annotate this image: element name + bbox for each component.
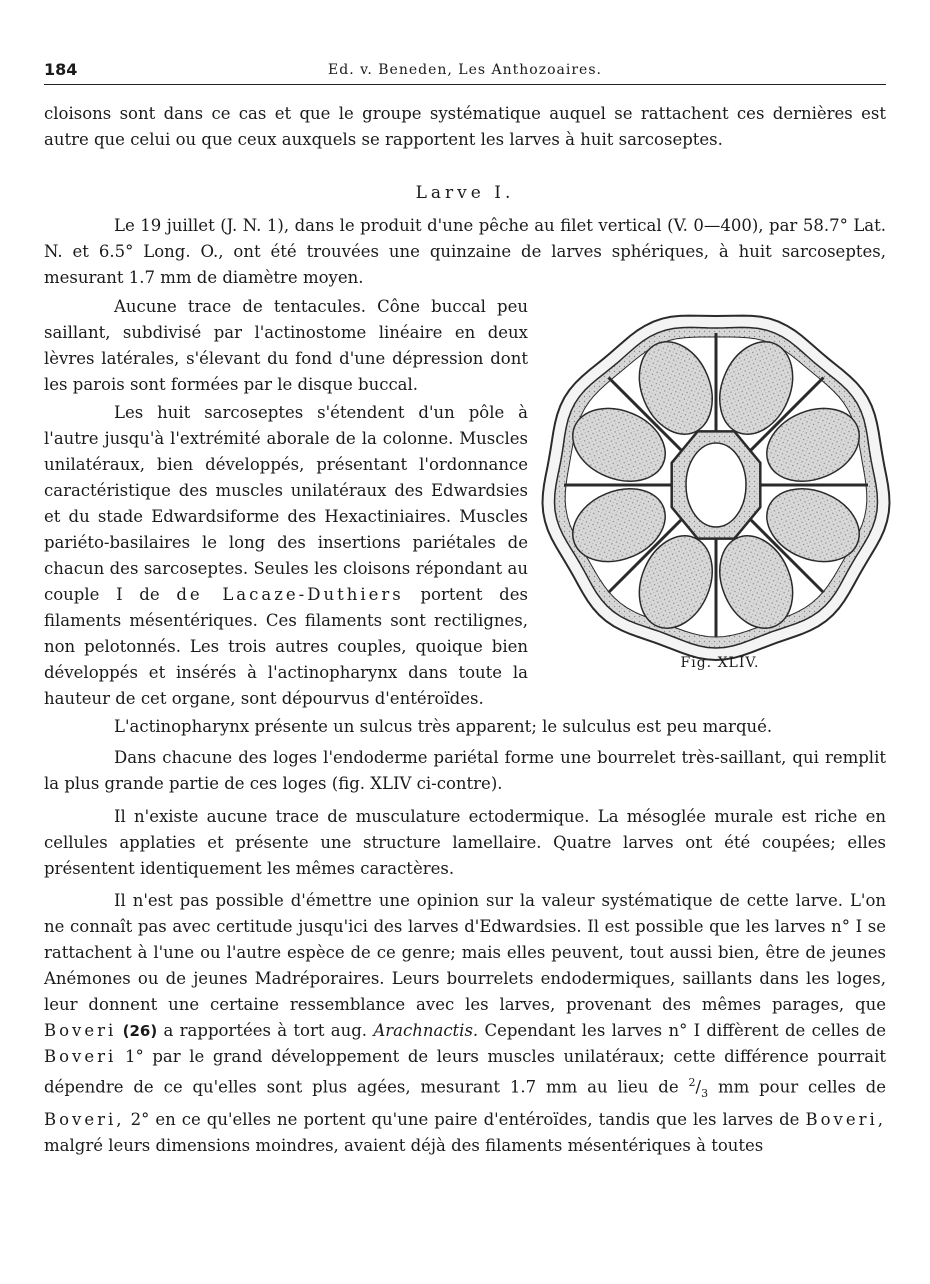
author-boveri-2: Boveri <box>44 1047 117 1066</box>
author-boveri-4: Boveri, <box>805 1109 886 1129</box>
author-boveri-3: Boveri, <box>44 1109 125 1129</box>
larva-cross-section-drawing <box>538 300 895 670</box>
para-2-text: Aucune trace de tentacules. Cône buccal peu saillant, subdivisé par l'actinostome linéaire en deux lèvres latérales, s'élevant du fond d'une dépression dont les parois sont formées par le disque buccal. <box>44 297 528 394</box>
author-lacaze-duthiers: de Lacaze-Duthiers <box>176 585 404 604</box>
para-5-text: Dans chacune des loges l'endoderme pariétal forme une bourrelet très-saillant, qui remplit la plus grande partie de ces loges (fig. XLIV ci-contre). <box>44 748 886 793</box>
para-7-e: mm pour celles de <box>708 1077 886 1097</box>
genus-arachnactis: Arachnactis. <box>373 1021 479 1040</box>
figure-xliv <box>538 300 895 670</box>
paragraph-4 <box>44 714 886 740</box>
para-7-d: 1° par le grand développement de leurs muscles unilatéraux; cette différence pourrait dépendre de ce qu'elles sont plus agées, mesurant 1.7 mm au lieu de <box>44 1047 886 1097</box>
paragraph-2 <box>44 294 528 398</box>
para-3-b: portent des filaments mésentériques. Ces filaments sont rectilignes, non pelotonnés. Les trois autres couples, quoique bien développés et insérés à l'actinopharynx dans toute la hauteur de cet organe, sont dépourvus d'entéroïdes. <box>44 585 528 708</box>
paragraph-5 <box>44 745 886 797</box>
paragraph-7 <box>44 888 886 1159</box>
para-7-f: 2° en ce qu'elles ne portent qu'une paire d'entéroïdes, tandis que les larves de <box>124 1109 806 1129</box>
running-head: Ed. v. Beneden, Les Anthozoaires. <box>328 62 602 78</box>
para-1-text: Le 19 juillet (J. N. 1), dans le produit d'une pêche au filet vertical (V. 0—400), par 58.7° Lat. N. et 6.5° Long. O., ont été trouvées une quinzaine de larves sphériques, à huit sarcoseptes, mesurant 1.7 mm de diamètre moyen. <box>44 216 886 287</box>
reference-26: (26) <box>122 1022 158 1040</box>
intro-text: cloisons sont dans ce cas et que le groupe systématique auquel se rattachent ces dernières est autre que celui ou que ceux auxquels se rapportent les larves à huit sarcoseptes. <box>44 104 886 149</box>
para-3-a: Les huit sarcoseptes s'étendent d'un pôle à l'autre jusqu'à l'extrémité aborale de la colonne. Muscles unilatéraux, bien développés, présentant l'ordonnance caractéristique des muscles unilatéraux des Edwardsies et du stade Edwardsiforme des Hexactiniaires. Muscles pariéto-basilaires le long des insertions pariétales de chacun des sarcoseptes. Seules les cloisons répondant au couple I de <box>44 403 528 604</box>
fraction-numerator: 2 <box>688 1076 696 1089</box>
para-4-text: L'actinopharynx présente un sulcus très apparent; le sulculus est peu marqué. <box>114 717 773 736</box>
pharynx-lumen <box>686 443 746 527</box>
para-7-a: Il n'est pas possible d'émettre une opinion sur la valeur systématique de cette larve. L'on ne connaît pas avec certitude jusqu'ici des larves d'Edwardsies. Il est possible que les larves n° I se rattachent à l'une ou l'autre espèce de ce genre; mais elles peuvent, tout aussi bien, être de jeunes Anémones ou de jeunes Madréporaires. Leurs bourrelets endodermiques, saillants dans les loges, leur donnent une certaine ressemblance avec les larves, provenant des mêmes parages, que <box>44 891 886 1014</box>
para-6-text: Il n'existe aucune trace de musculature ectodermique. La mésoglée murale est riche en cellules applaties et présente une structure lamellaire. Quatre larves ont été coupées; elles présentent identiquement les mêmes caractères. <box>44 807 886 878</box>
paragraph-6 <box>44 804 886 882</box>
section-title: Larve I. <box>415 183 515 203</box>
para-7-g: malgré leurs dimensions moindres, avaient déjà des filaments mésentériques à toutes <box>44 1135 764 1155</box>
paragraph-3 <box>44 400 528 712</box>
para-3-text <box>44 400 528 712</box>
page-header <box>44 60 886 85</box>
para-7-b: a rapportées à tort aug. <box>157 1021 374 1040</box>
paragraph-1 <box>44 213 886 291</box>
para-7-c: Cependant les larves n° I diffèrent de celles de <box>478 1021 887 1040</box>
fraction-denominator: 3 <box>701 1086 709 1100</box>
figure-caption: Fig. XLIV. <box>680 655 760 671</box>
author-boveri-1: Boveri <box>44 1021 117 1040</box>
para-7-text: Il n'est pas possible d'émettre une opinion sur la valeur systématique de cette larve. L'on ne connaît pas avec certitude jusqu'ici des larves d'Edwardsies. Il est possible que les larves n° I se rattachent à l'une ou l'autre espèce de ce genre; mais elles peuvent, tout aussi bien, être de jeunes Anémones ou de jeunes Madréporaires. Leurs bourrelets endodermiques, saillants dans les loges, leur donnent une certaine ressemblance avec les larves, provenant des mêmes parages, que Boveri (26) a rapportées à tort aug. Arachnactis. Cependant les larves n° I diffèrent de celles de Boveri 1° par le grand développement de leurs muscles unilatéraux; cette différence pourrait dépendre de ce qu'elles sont plus agées, mesurant 1.7 mm au lieu de $^2/_3$ mm pour celles de Boveri, 2° en ce qu'elles ne portent qu'une paire d'entéroïdes, tandis que les larves de Boveri, malgré leurs dimensions moindres, avaient déjà des filaments mésentériques à toutes <box>44 891 887 1155</box>
page-number: 184 <box>44 60 78 79</box>
intro-paragraph <box>44 101 886 153</box>
